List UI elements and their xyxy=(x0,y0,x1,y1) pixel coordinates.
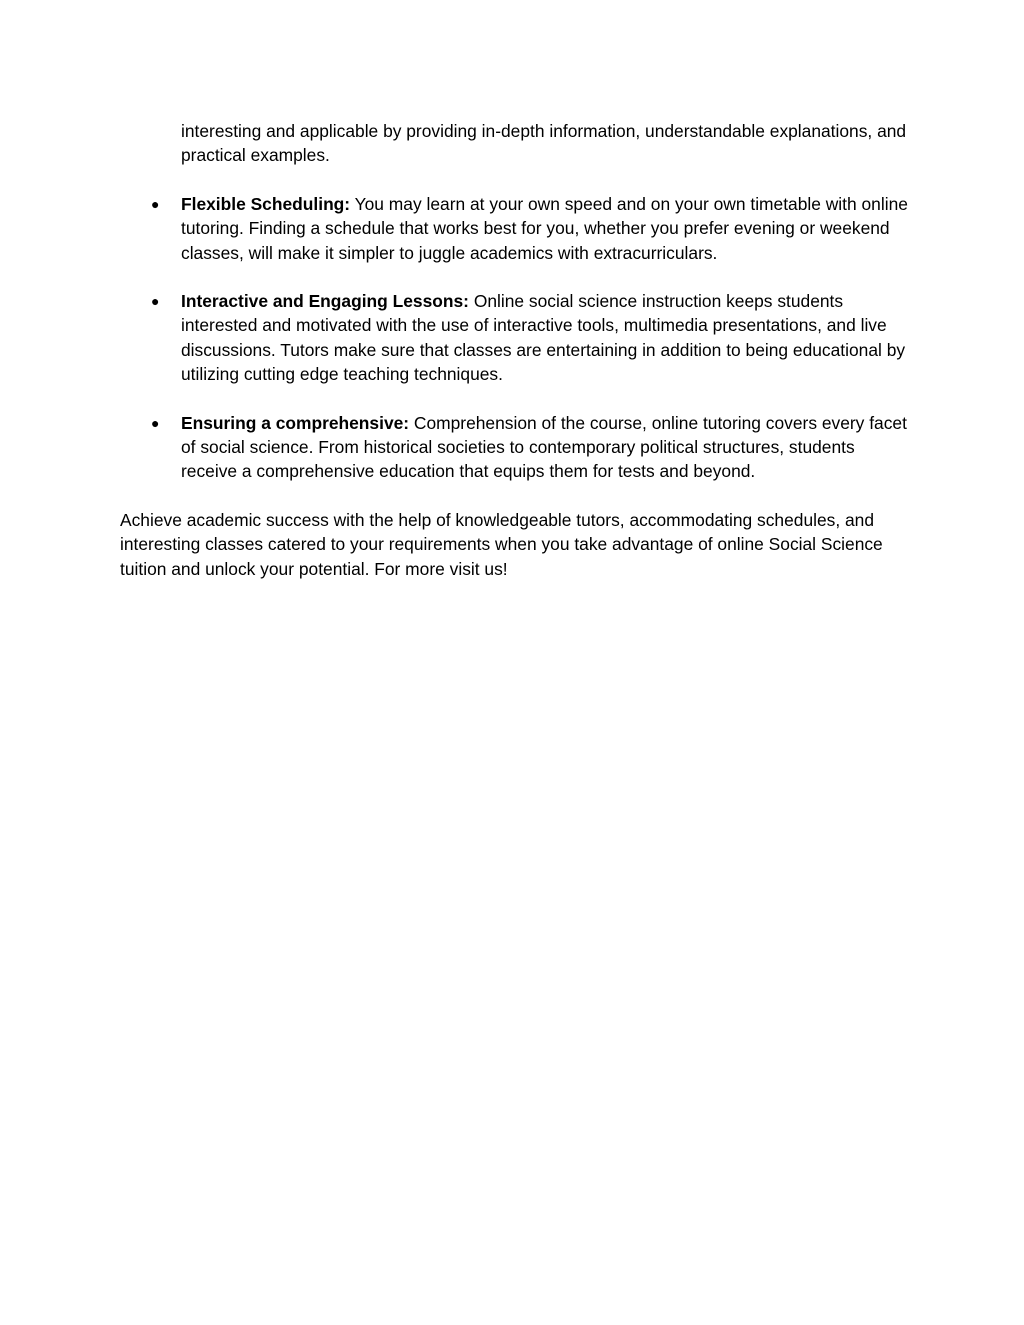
bullet-icon: ● xyxy=(151,293,160,310)
bullet-text: You may learn at your own speed and on your own timetable with online tutoring. Finding a schedule that works best for you, whether you prefer evening or weekend classes, will make it simpler to juggle academics with extracurriculars. xyxy=(181,193,908,263)
bullet-icon: ● xyxy=(151,195,160,212)
bullet-term: Ensuring a comprehensive: xyxy=(181,412,410,433)
bullet-term: Interactive and Engaging Lessons: xyxy=(181,291,469,312)
bullet-text: Comprehension of the course, online tutoring covers every facet of social science. From historical societies to contemporary political structures, students receive a comprehensive education that equips them for tests and beyond. xyxy=(181,412,907,482)
bullet-term: Flexible Scheduling: xyxy=(181,193,351,214)
closing-paragraph: Achieve academic success with the help of knowledgeable tutors, accommodating schedules, and interesting classes catered to your requirements when you take advantage of online Social Science tuition and unlock your potential. For more visit us! xyxy=(120,509,883,579)
bullet-text: Online social science instruction keeps students interested and motivated with the use of interactive tools, multimedia presentations, and live discussions. Tutors make sure that classes are entertaining in addition to being educational by utilizing cutting edge teaching techniques. xyxy=(181,291,906,385)
bullet-icon: ● xyxy=(151,414,160,431)
list-item-interactive-lessons xyxy=(120,289,910,387)
continuation-paragraph: interesting and applicable by providing in-depth information, understandable explanations, and practical examples. xyxy=(181,121,907,166)
list-item-flexible-scheduling xyxy=(120,192,910,265)
benefits-list xyxy=(120,192,910,484)
list-item-comprehensive xyxy=(120,411,910,484)
document-body xyxy=(120,119,910,581)
